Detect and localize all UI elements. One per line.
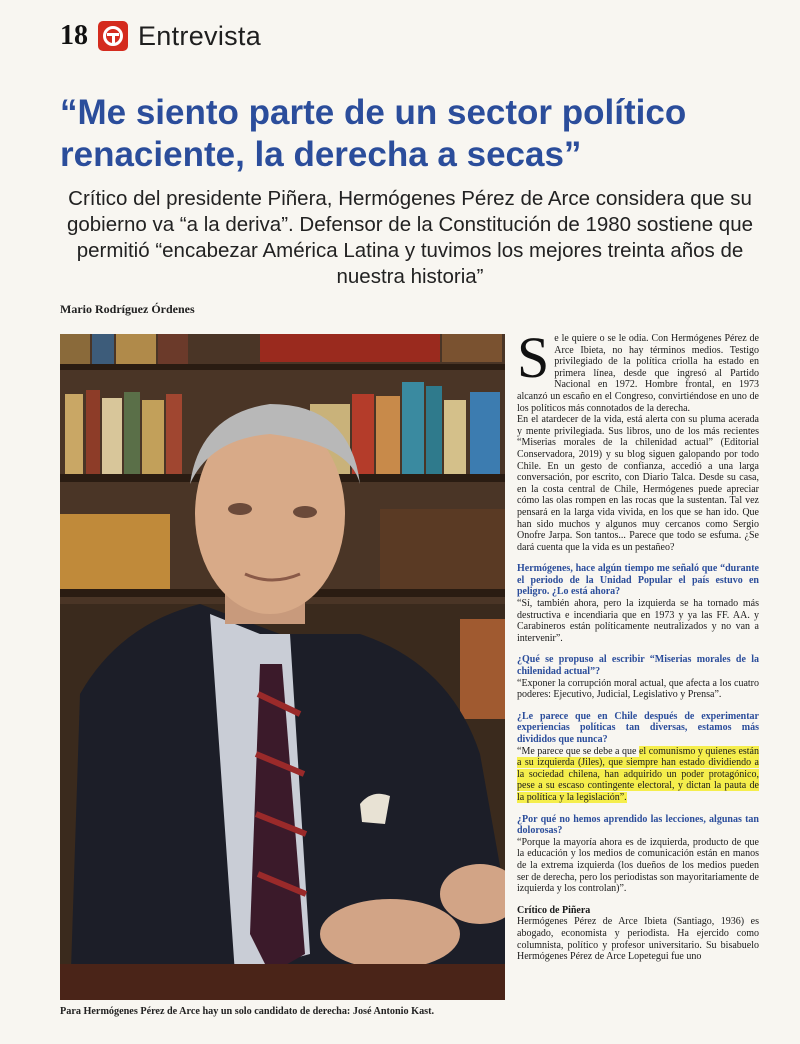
photo-caption: Para Hermógenes Pérez de Arce hay un solo candidato de derecha: José Antonio Kast.: [60, 1006, 435, 1017]
bio-paragraph: Hermógenes Pérez de Arce Ibieta (Santiago, 1936) es abogado, economista y periodista. Ha ejercido como columnista, político y profesor universitario. Su bisabuelo Hermógenes Pérez de Arce Lopetegui fue uno: [517, 916, 759, 963]
highlighted-text: el comunismo y quienes están a su izquierda (Jiles), que siempre han estado dividiendo a la sociedad chilena, han adquirido un poder protagónico, pese a su escaso contingente electoral, y dictan la pauta de la política y la legislación”.: [517, 745, 759, 803]
diario-talca-logo-icon: [98, 21, 128, 51]
byline: Mario Rodríguez Órdenes: [60, 302, 195, 316]
question-1: Hermógenes, hace algún tiempo me señaló que “durante el periodo de la Unidad Popular el país estuvo en peligro. ¿Lo está ahora?: [517, 563, 759, 598]
article-column: [517, 325, 759, 963]
deck-subtitle: Crítico del presidente Piñera, Hermógenes Pérez de Arce considera que su gobierno va “a la deriva”. Defensor de la Constitución de 1980 sostiene que permitió “encabezar América Latina y tuvimos los mejores treinta años de nuestra historia”: [66, 187, 754, 288]
intro-paragraph-1: Se le quiere o se le odia. Con Hermógenes Pérez de Arce Ibieta, no hay términos medios. Testigo privilegiado de la política criolla ha estado en primera línea, desde que ingresó al Partido Nacional en 1972. Hombre frontal, en 1973 alcanzó un escaño en el Congreso, convirtiéndose en uno de los políticos más connotados de la derecha.: [517, 325, 759, 414]
dropcap: S: [517, 325, 550, 390]
intro-paragraph-2: En el atardecer de la vida, está alerta con su pluma acerada y mente privilegiada. Sus libros, uno de los más recientes “Miserias morales de la chilenidad actual” (Editorial Conservadora, 2019) y su blog siguen galopando por todo Chile. En un gesto de confianza, accedió a una larga conversación, por escrito, con Diario Talca. Desde su casa, en la costa central de Chile, Hermógenes puede apreciar cómo las olas rompen en las rocas que la sustentan. Tal vez pensará en la larga vida vivida, en los que se han ido. Que han sido muchos y algunos muy cercanos como Sergio Onofre Jarpa. Son tantos... Parece que todo se esfuma. ¿Se dará cuenta que la vida es un pestañeo?: [517, 414, 759, 553]
section-title: Entrevista: [138, 20, 262, 51]
question-3: ¿Le parece que en Chile después de experimentar experiencias políticas tan diversas, estamos más divididos que nunca?: [517, 710, 759, 745]
question-2: ¿Qué se propuso al escribir “Miserias morales de la chilenidad actual”?: [517, 654, 759, 678]
headline: “Me siento parte de un sector político renaciente, la derecha a secas”: [60, 93, 687, 174]
page-header: [60, 18, 261, 54]
answer-2: “Exponer la corrupción moral actual, que afecta a los cuatro poderes: Ejecutivo, Judicial, Legislativo y Prensa”.: [517, 677, 759, 701]
answer-4: “Porque la mayoría ahora es de izquierda, producto de que la educación y los medios de comunicación están en manos de la extrema izquierda (los dueños de los medios pueden ser de derecha, pero los periodistas son mayoritariamente de izquierda y los controlan)”.: [517, 836, 759, 895]
answer-1: “Sí, también ahora, pero la izquierda se ha tornado más destructiva e incendiaria que en 1973 y ya las FF. AA. y Carabineros están políticamente neutralizados y no van a intervenir”.: [517, 598, 759, 644]
answer-3: “Me parece que se debe a que el comunismo y quienes están a su izquierda (Jiles), que siempre han estado dividiendo a la sociedad chilena, han adquirido un poder protagónico, pese a su escaso contingente electoral, y dictan la pauta de la política y la legislación”.: [517, 745, 759, 803]
portrait-photo: [60, 334, 505, 1000]
page-number: 18: [60, 20, 88, 51]
subhead: Crítico de Piñera: [517, 904, 591, 916]
question-4: ¿Por qué no hemos aprendido las lecciones, algunas tan dolorosas?: [517, 813, 759, 837]
